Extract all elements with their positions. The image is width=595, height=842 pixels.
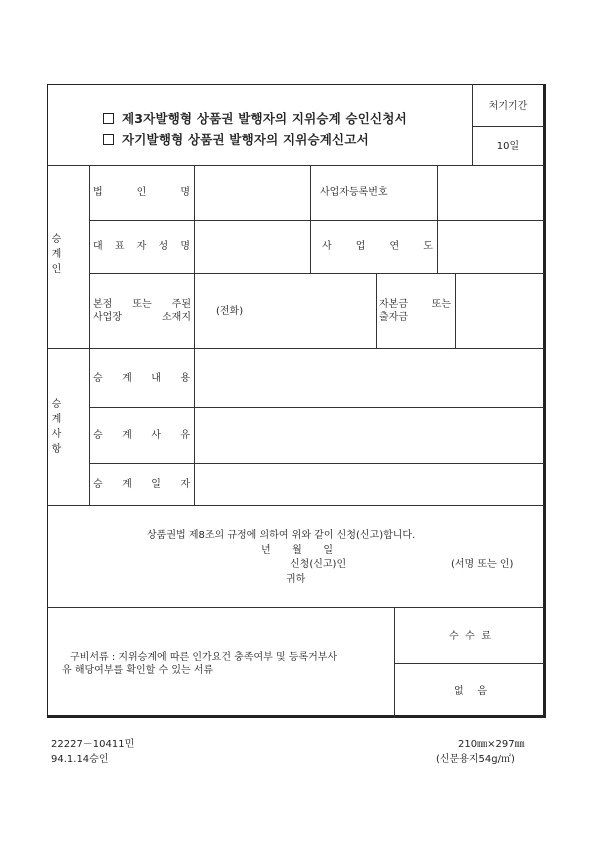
capital-label-line-2: 출자금 [379,312,408,323]
declaration-date: 년 월 일 [261,545,333,556]
successor-section-label: 승 계 인 [51,234,62,275]
biz-year-label: 사 업 연 도 [322,241,433,252]
reason-label: 승 계 사 유 [93,430,190,441]
divider-row2 [89,273,544,274]
divider-processing [472,126,544,127]
reason-field[interactable] [198,411,540,460]
date-field[interactable] [198,467,540,502]
address-label-line-2: 사업장 소재지 [93,312,191,323]
details-section-label: 승 계 사 항 [51,399,62,455]
divider-section-col [89,165,90,505]
form-code: 22227－10411민 [51,739,135,750]
date-label: 승 계 일 자 [93,479,190,490]
paper-size: 210㎜×297㎜ [458,739,525,750]
divider-capital-value [455,273,456,348]
documents-text-line-1: 구비서류 : 지위승계에 따른 인가요건 충족여부 및 등록거부사 [70,652,338,663]
documents-text-line-2: 유 해당여부를 확인할 수 있는 서류 [62,665,214,676]
declaration-statement: 상품권법 제8조의 규정에 의하여 위와 같이 신청(신고)합니다. [147,530,416,541]
biz-reg-field[interactable] [440,173,540,218]
divider-label-col [194,165,195,505]
applicant-label: 신청(신고)인 [290,559,347,570]
divider-row5 [89,463,544,464]
biz-reg-label: 사업자등록번호 [320,187,388,198]
processing-value: 10일 [496,141,520,152]
capital-field[interactable] [458,278,542,344]
title-line-1: 제3자발행형 상품권 발행자의 지위승계 승인신청서 [103,109,407,127]
address-label-line-1: 본점 또는 주된 [93,299,191,310]
processing-label: 처기기간 [488,101,528,112]
checkbox-approval[interactable] [103,113,114,124]
divider-capital-label [376,273,377,348]
fee-value: 없 음 [454,686,487,697]
signature-label: (서명 또는 인) [451,559,514,570]
biz-year-field[interactable] [440,225,540,270]
address-field[interactable]: (전화) [216,306,244,317]
divider-fee-col [394,607,395,718]
content-label: 승 계 내 용 [93,373,190,384]
divider-declaration [47,607,544,608]
rep-name-field[interactable] [198,225,308,270]
divider-row1 [89,220,544,221]
capital-label-line-1: 자본금 또는 [379,299,451,310]
corp-name-field[interactable] [198,173,308,218]
fee-label: 수 수 료 [449,631,491,642]
divider-right-col [437,165,438,273]
title-line-2: 자기발행형 상품권 발행자의 지위승계신고서 [103,130,369,148]
divider-successor [47,348,544,349]
approval-date: 94.1.14승인 [51,754,109,765]
divider-fee [394,663,544,664]
rep-name-label: 대 표 자 성 명 [93,241,190,252]
divider-row4 [89,407,544,408]
divider-header [47,165,544,166]
divider-mid-col [310,165,311,273]
divider-details [47,505,544,506]
corp-name-label: 법 인 명 [93,187,190,198]
recipient-label: 귀하 [286,574,306,585]
checkbox-report[interactable] [103,134,114,145]
paper-type: (신문용지54g/㎡) [436,754,515,765]
content-field[interactable] [198,352,540,404]
